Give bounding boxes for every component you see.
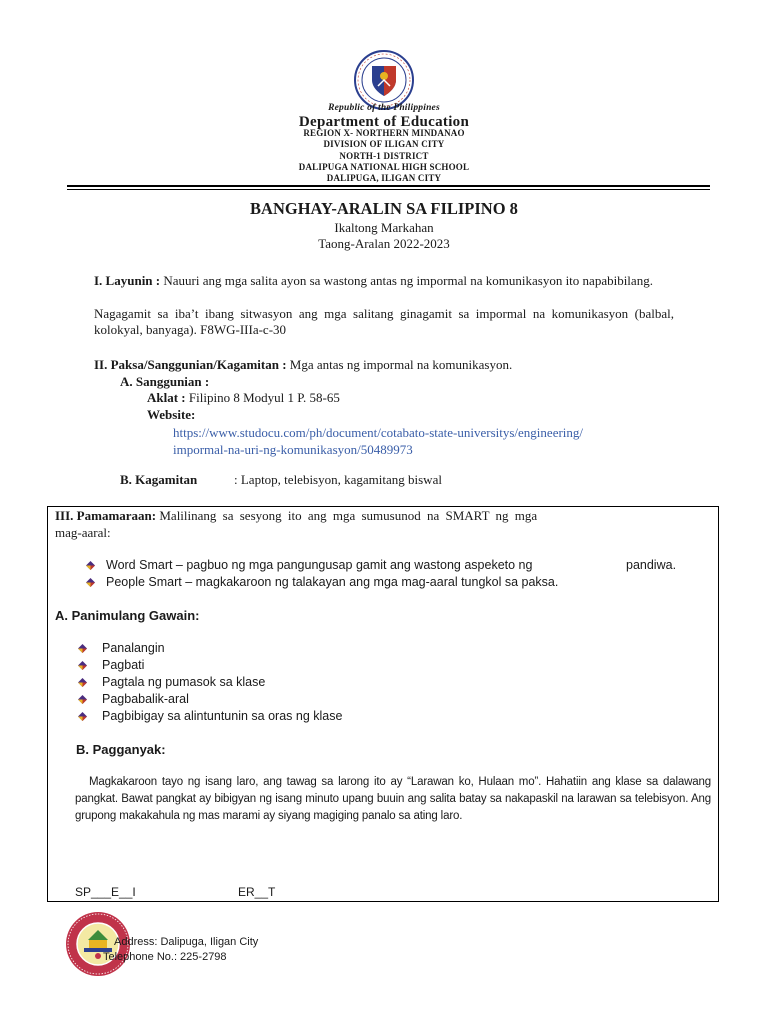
layunin-section (94, 273, 674, 289)
pamamaraan-intro (55, 508, 640, 524)
panimulang-item: Panalangin (102, 641, 165, 655)
puzzle-word-1: SP___E__I (75, 885, 136, 899)
footer-telephone: Telephone No.: 225-2798 (103, 951, 227, 963)
aklat-text: Filipino 8 Modyul 1 P. 58-65 (188, 390, 340, 405)
department-line: Department of Education (298, 114, 470, 130)
aklat-label: Aklat : (147, 390, 186, 405)
header-region: REGION X- NORTHERN MINDANAO (303, 128, 465, 138)
bullet-icon (78, 695, 87, 704)
website-url-line-1[interactable]: https://www.studocu.com/ph/document/cotabato-state-universitys/engineering/ (173, 425, 584, 440)
bullet-icon (78, 678, 87, 687)
panimulang-item: Pagbibigay sa alintuntunin sa oras ng klase (102, 709, 343, 723)
bullet-icon (78, 712, 87, 721)
pamamaraan-intro-line-1: Malilinang sa sesyong ito ang mga sumusunod na SMART ng mga (159, 508, 538, 523)
quarter-subtitle: Ikaltong Markahan (334, 220, 434, 235)
bullet-icon (78, 644, 87, 653)
bullet-icon (78, 661, 87, 670)
paksa-text: Mga antas ng impormal na komunikasyon. (289, 357, 513, 372)
header-school: DALIPUGA NATIONAL HIGH SCHOOL (298, 162, 470, 172)
pamamaraan-label: III. Pamamaraan: (55, 508, 157, 523)
website-url-line-2[interactable]: impormal-na-uri-ng-komunikasyon/50489973 (173, 442, 413, 457)
pagganyak-text: Magkakaroon tayo ng isang laro, ang tawag sa larong ito ay “Larawan ko, Hulaan mo”. Hahatiin ang klase sa dalawang pangkat. Bawat pangkat ay bibigyan ng isang minuto upang buuin ang salita batay sa nakapaskil na larawan sa telebisyon. Ang grupong makakahula ng mas marami ay siyang magiging panalo sa ating laro. (75, 776, 711, 822)
aklat-row (147, 390, 340, 406)
layunin-label: I. Layunin : (94, 273, 161, 288)
kagamitan-text: : Laptop, telebisyon, kagamitang biswal (234, 472, 442, 487)
smart-people: People Smart – magkakaroon ng talakayan ang mga mag-aaral tungkol sa paksa. (106, 575, 559, 589)
paksa-section (94, 357, 674, 373)
kagamitan-label: B. Kagamitan (120, 472, 198, 487)
header-divider-thin (67, 189, 710, 190)
header-district: NORTH-1 DISTRICT (339, 151, 429, 161)
document-title: BANGHAY-ARALIN SA FILIPINO 8 (250, 199, 518, 218)
website-label: Website: (147, 407, 196, 422)
school-year-subtitle: Taong-Aralan 2022-2023 (318, 236, 450, 251)
paksa-label: II. Paksa/Sanggunian/Kagamitan : (94, 357, 287, 372)
footer-address: Address: Dalipuga, Iligan City (114, 936, 259, 948)
layunin-objective-1: Nauuri ang mga salita ayon sa wastong antas ng impormal na komunikasyon ito napabibilang. (163, 273, 653, 288)
republic-line: Republic of the Philippines (328, 103, 440, 113)
header-division: DIVISION OF ILIGAN CITY (323, 139, 445, 149)
website-link-1[interactable] (173, 425, 583, 441)
layunin-objective-2: Nagagamit sa iba’t ibang sitwasyon ang mga salitang ginagamit sa impormal na komunikasyon (balbal, kolokyal, banyaga). F8WG-IIIa-c-30 (94, 306, 674, 337)
panimulang-item: Pagbati (102, 658, 145, 672)
header-divider (67, 185, 710, 187)
bullet-icon (86, 561, 95, 570)
bullet-icon (86, 578, 95, 587)
sanggunian-label: A. Sanggunian : (120, 374, 210, 389)
pagganyak-label: B. Pagganyak: (76, 742, 166, 757)
website-link-2[interactable] (173, 442, 413, 458)
panimulang-item: Pagtala ng pumasok sa klase (102, 675, 266, 689)
panimulang-item: Pagbabalik-aral (102, 692, 189, 706)
header-location: DALIPUGA, ILIGAN CITY (326, 173, 442, 183)
panimulang-label: A. Panimulang Gawain: (55, 608, 200, 623)
puzzle-word-2: ER__T (238, 885, 276, 899)
pamamaraan-intro-line-2: mag-aaral: (55, 525, 111, 540)
smart-word: Word Smart – pagbuo ng mga pangungusap gamit ang wastong aspeketo ng (106, 558, 533, 572)
smart-word-tail: pandiwa. (626, 558, 677, 572)
